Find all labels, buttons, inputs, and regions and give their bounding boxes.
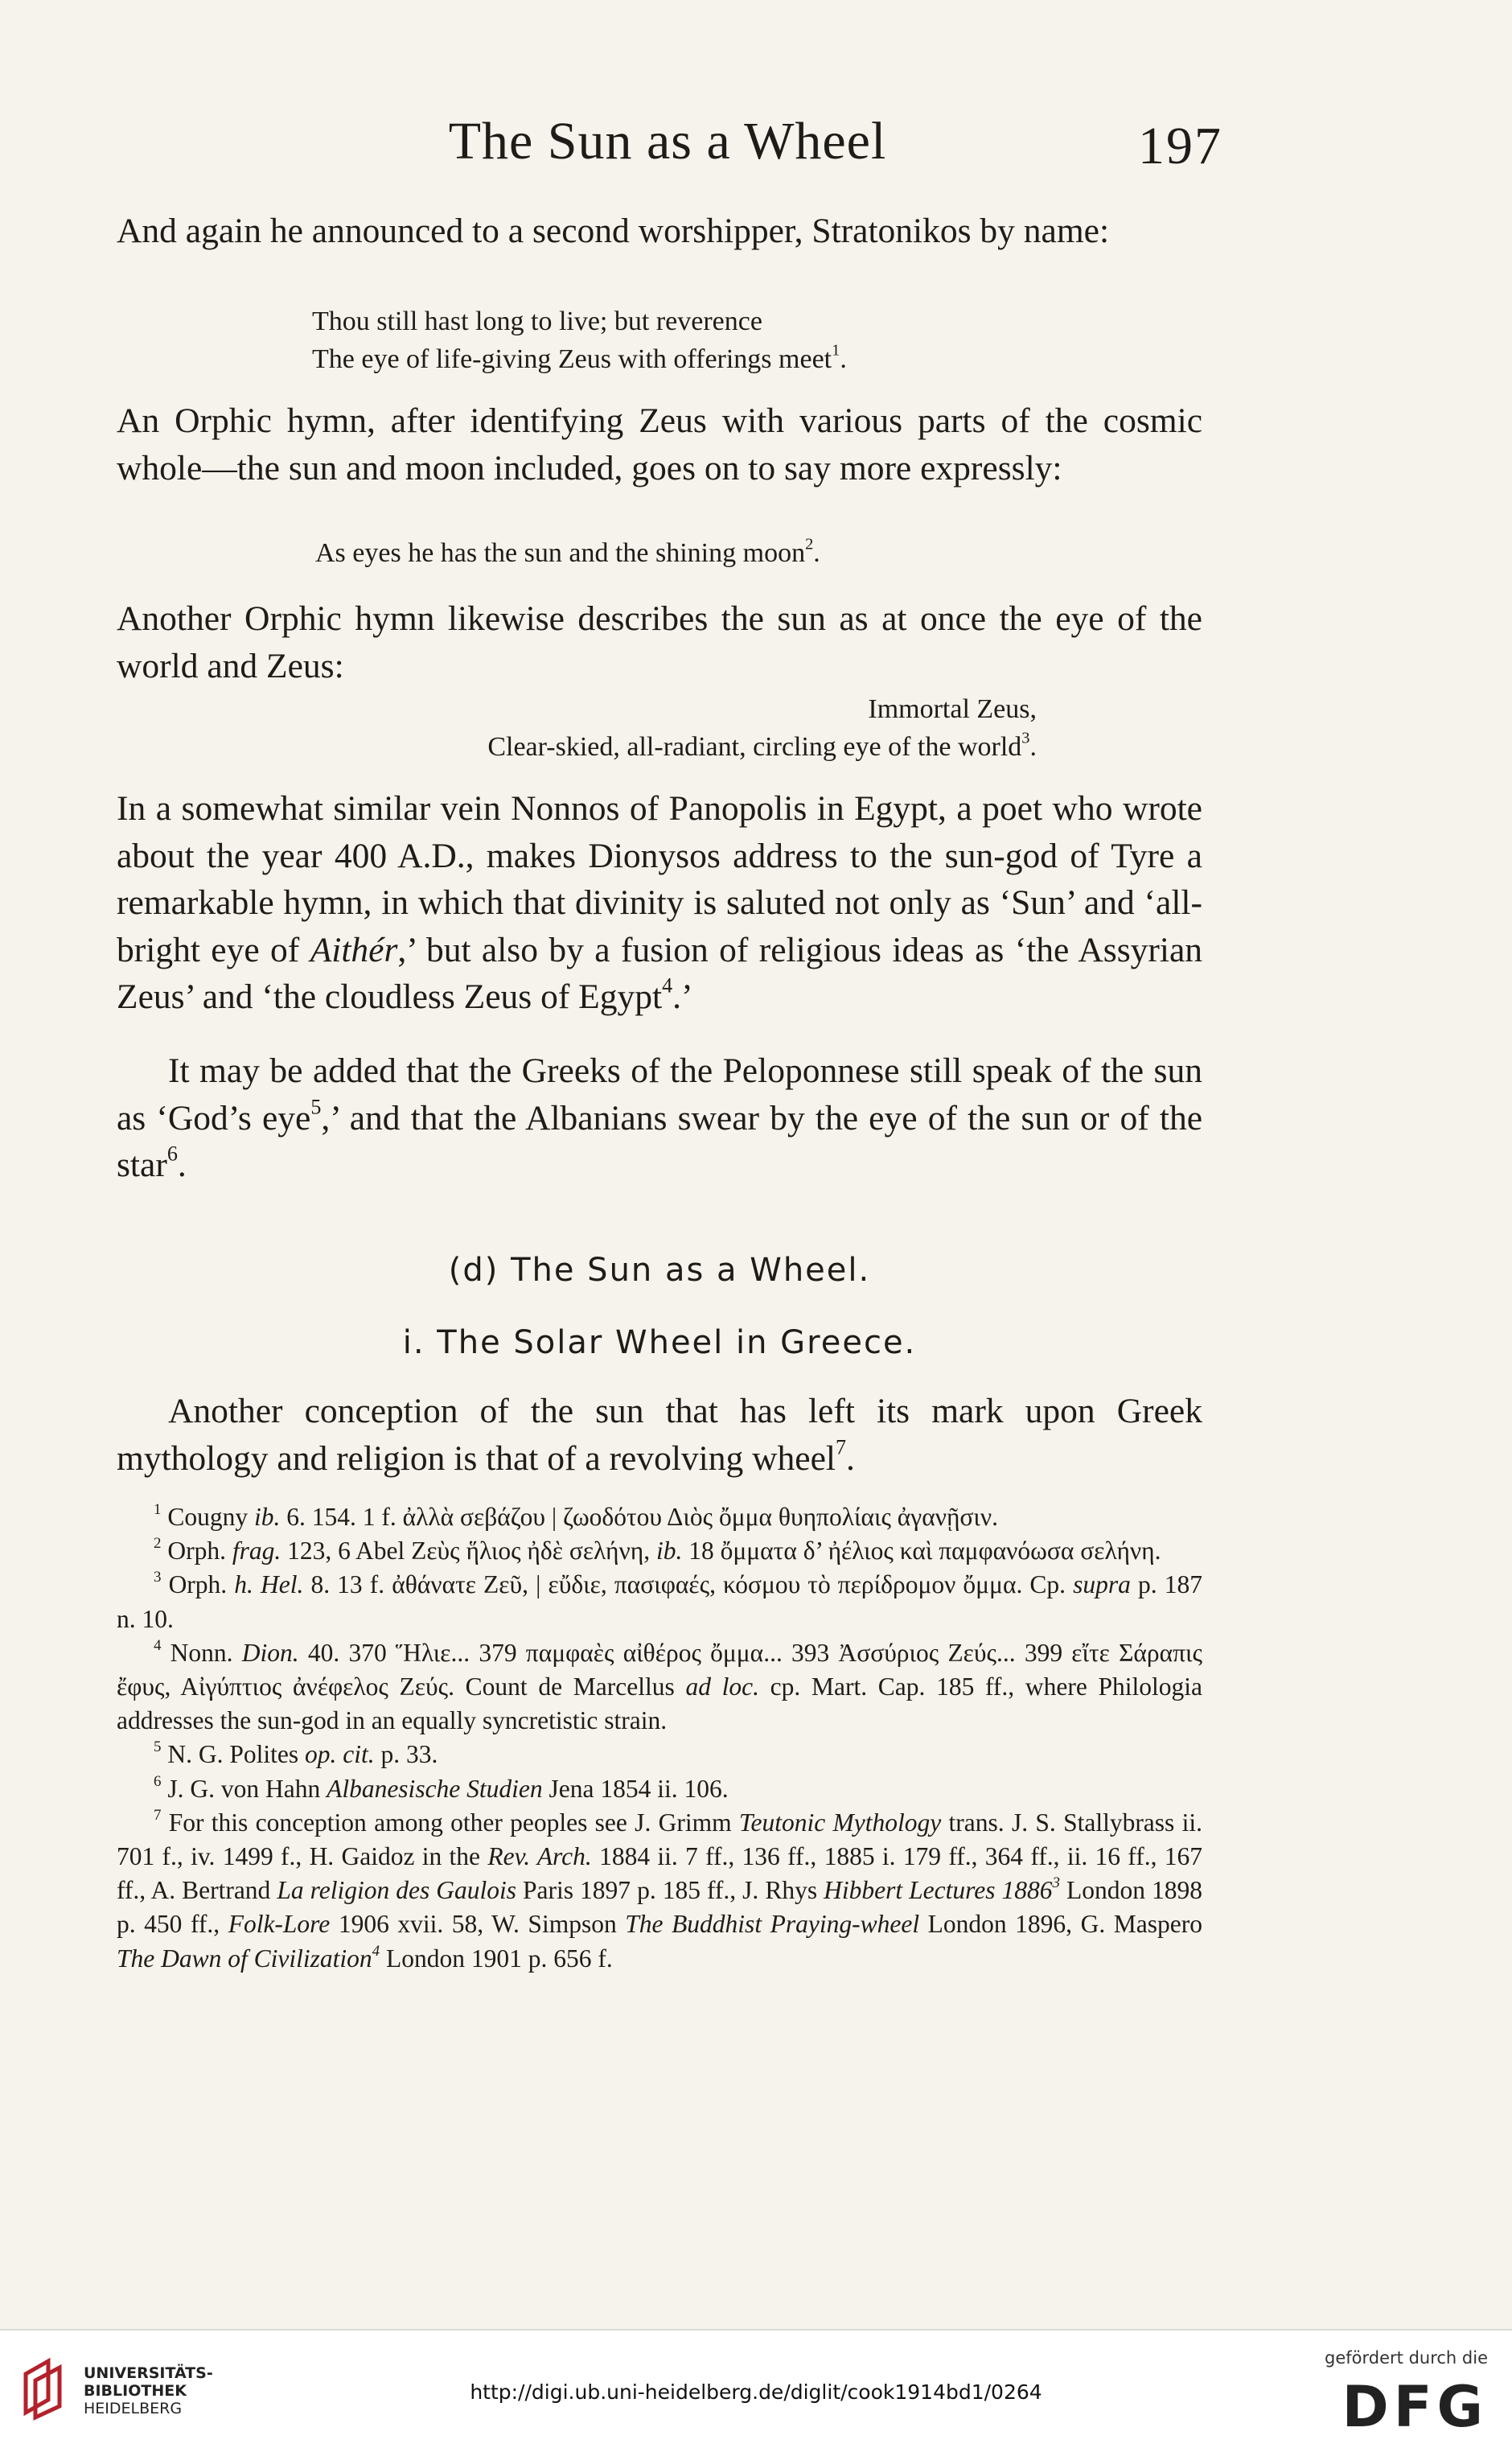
text-run: Orph.	[168, 1570, 235, 1599]
text-run: London 1896, G. Maspero	[919, 1910, 1202, 1939]
text-run: 8. 13 f. ἀθάνατε Ζεῦ, | εὔδιε, πασιφαές, κόσμου τὸ περίδρομον ὄμμα. Cp.	[303, 1570, 1074, 1599]
dfg-logo[interactable]: DFG	[1341, 2374, 1488, 2440]
text-run: J. G. von Hahn	[167, 1774, 327, 1803]
edition-number: 3	[1052, 1874, 1060, 1892]
verse-text: Clear-skied, all-radiant, circling eye of the world	[487, 732, 1022, 762]
text-run: .’	[672, 977, 693, 1016]
verse-quote-2	[315, 534, 820, 572]
text-run: Another conception of the sun that has left its mark upon Greek mythology and religion is that of a revolving wheel	[117, 1392, 1202, 1478]
subsection-heading: i. The Solar Wheel in Greece.	[402, 1324, 917, 1361]
italic-term: ib.	[656, 1537, 683, 1565]
footnote-number: 6	[154, 1772, 162, 1790]
verse-line	[294, 690, 1037, 728]
italic-term	[824, 1876, 1060, 1904]
paragraph-6-text	[117, 1388, 1202, 1482]
italic-term: ad loc.	[685, 1672, 759, 1701]
italic-term: supra	[1073, 1570, 1131, 1599]
paragraph-3-text: Another Orphic hymn likewise describes the sun as at once the eye of the world and Zeus:	[117, 599, 1202, 685]
verse-quote-1	[312, 302, 847, 378]
verse-text: The eye of life-giving Zeus with offerings meet	[312, 344, 832, 374]
text-run: p. 187 n. 10.	[117, 1570, 1203, 1633]
university-line: UNIVERSITÄTS-	[84, 2364, 213, 2382]
paragraph-4-text	[117, 785, 1202, 1021]
italic-term: Aithér	[310, 930, 398, 969]
verse-quote-3	[294, 690, 1037, 766]
text-run: 123, 6 Abel Ζεὺς ἥλιος ἠδὲ σελήνη,	[281, 1537, 656, 1565]
text-run: .	[846, 1438, 855, 1478]
footnote-ref: 1	[832, 341, 840, 360]
footnote-7	[117, 1806, 1202, 1976]
paragraph-2	[117, 397, 1202, 492]
verse-line	[294, 728, 1037, 766]
verse-line	[312, 302, 847, 340]
text-run: Cougny	[167, 1503, 254, 1531]
text-run: For this conception among other peoples see J. Grimm	[168, 1808, 739, 1837]
footnote-5	[117, 1738, 1202, 1771]
permalink-url[interactable]: http://digi.ub.uni-heidelberg.de/diglit/cook1914bd1/0264	[470, 2380, 1042, 2404]
paragraph-4	[117, 785, 1202, 1021]
funded-by-label: gefördert durch die	[1325, 2348, 1488, 2368]
italic-term: h. Hel.	[234, 1570, 304, 1599]
paragraph-6	[117, 1388, 1202, 1482]
italic-term	[117, 1944, 380, 1973]
footnote-2	[117, 1534, 1202, 1568]
italic-term: op. cit.	[304, 1740, 375, 1769]
paragraph-2-text: An Orphic hymn, after identifying Zeus with various parts of the cosmic whole—the sun and moon included, goes on to say more expressly:	[117, 401, 1202, 488]
footnote-number: 5	[154, 1738, 162, 1756]
footnote-number: 4	[154, 1636, 162, 1654]
paragraph-5	[117, 1047, 1202, 1189]
footnote-ref: 2	[805, 535, 814, 553]
running-title: The Sun as a Wheel	[448, 112, 887, 171]
university-line: BIBLIOTHEK	[84, 2382, 187, 2400]
footnote-ref: 5	[310, 1094, 322, 1118]
text-run: trans. J. S. Stallybrass ii. 701 f., iv. 1499 f., H. Gaidoz in the	[117, 1808, 1202, 1871]
paragraph-5-text	[117, 1047, 1202, 1189]
paragraph-1	[117, 208, 1202, 255]
italic-term: Teutonic Mythology	[738, 1808, 942, 1837]
verse-text: .	[813, 538, 820, 568]
italic-term: Dion.	[241, 1638, 299, 1667]
university-line: HEIDELBERG	[84, 2400, 183, 2417]
verse-text: .	[840, 344, 847, 374]
section-heading: (d) The Sun as a Wheel.	[448, 1252, 871, 1289]
text-run: ,’ and that the Albanians swear by the eye of the sun or of the star	[117, 1098, 1203, 1184]
text-run: Paris 1897 p. 185 ff., J. Rhys	[516, 1876, 824, 1905]
verse-text: As eyes he has the sun and the shining moon	[315, 538, 806, 568]
text-run: Orph.	[167, 1537, 232, 1565]
footnote-number: 1	[154, 1500, 162, 1518]
text-run: .	[177, 1146, 187, 1184]
italic-term: frag.	[232, 1537, 281, 1565]
library-footer	[0, 2329, 1512, 2448]
text-run: The Dawn of Civilization	[117, 1944, 372, 1973]
footnote-6	[117, 1772, 1202, 1806]
footnotes	[117, 1500, 1202, 1976]
text-run: London 1901 p. 656 f.	[380, 1944, 613, 1973]
italic-term: Albanesische Studien	[327, 1774, 543, 1803]
footnote-ref: 7	[835, 1434, 847, 1459]
italic-term: Rev. Arch.	[487, 1842, 592, 1871]
footnote-3	[117, 1568, 1202, 1635]
text-run: N. G. Polites	[167, 1740, 305, 1769]
text-run: 40. 370 Ἥλιε... 379 παμφαὲς αἰθέρος ὄμμα... 393 Ἀσσύριος Ζεύς... 399 εἴτε Σάραπις ἔφυς, Αἰγύπτιος ἀνέφελος Ζεύς. Count de Marcellus	[117, 1638, 1203, 1701]
verse-text: Immortal Zeus,	[868, 694, 1037, 724]
italic-term: La religion des Gaulois	[277, 1876, 516, 1905]
text-run: It may be added that the Greeks of the Peloponnese still speak of the sun as ‘God’s eye	[117, 1051, 1202, 1138]
paragraph-1-text: And again he announced to a second worshipper, Stratonikos by name:	[117, 212, 1110, 250]
running-head	[113, 95, 1222, 183]
footnote-ref: 6	[166, 1142, 178, 1166]
footnote-ref: 4	[662, 973, 673, 998]
verse-text: .	[1029, 732, 1037, 762]
italic-term: ib.	[253, 1503, 281, 1531]
verse-line	[315, 534, 820, 572]
page-number: 197	[1138, 117, 1222, 175]
footnote-number: 7	[154, 1806, 162, 1824]
text-run: 1906 xvii. 58, W. Simpson	[330, 1910, 626, 1939]
footnote-number: 3	[154, 1569, 162, 1586]
italic-term: The Buddhist Praying-wheel	[625, 1910, 920, 1939]
footnote-ref: 3	[1021, 729, 1030, 747]
footnote-1	[117, 1500, 1202, 1534]
footnote-4	[117, 1636, 1202, 1738]
text-run: Hibbert Lectures 1886	[824, 1876, 1053, 1905]
text-run: 6. 154. 1 f. ἀλλὰ σεβάζου | ζωοδότου Διὸς ὄμμα θυηπολίαις ἀγανῇσιν.	[280, 1503, 999, 1531]
text-run: In a somewhat similar vein Nonnos of Panopolis in Egypt, a poet who wrote about the year 400 A.D., makes Dionysos address to the sun-god of Tyre a remarkable hymn, in which that divinity is saluted not only as ‘Sun’ and ‘all-bright eye of	[117, 789, 1202, 969]
text-run: p. 33.	[374, 1740, 438, 1769]
footnote-number: 2	[154, 1535, 162, 1553]
text-run: 1884 ii. 7 ff., 136 ff., 1885 i. 179 ff., 364 ff., ii. 16 ff., 167 ff., A. Bertrand	[117, 1842, 1203, 1905]
text-run: ,’ but also by a fusion of religious ideas as ‘the Assyrian Zeus’ and ‘the cloudless Zeus of Egypt	[117, 930, 1202, 1016]
text-run: cp. Mart. Cap. 185 ff., where Philologia addresses the sun-god in an equally syncretistic strain.	[117, 1672, 1203, 1735]
verse-text: Thou still hast long to live; but reverence	[312, 307, 762, 336]
edition-number: 4	[372, 1942, 380, 1960]
italic-term: Folk-Lore	[228, 1910, 331, 1939]
text-run: London 1898 p. 450 ff.,	[117, 1876, 1202, 1939]
text-run: Nonn.	[170, 1638, 242, 1667]
text-run: Jena 1854 ii. 106.	[542, 1774, 729, 1803]
paragraph-3	[117, 595, 1202, 689]
text-run: 18 ὄμματα δ’ ἠέλιος καὶ παμφανόωσα σελήνη.	[682, 1537, 1161, 1565]
verse-line	[312, 340, 847, 378]
